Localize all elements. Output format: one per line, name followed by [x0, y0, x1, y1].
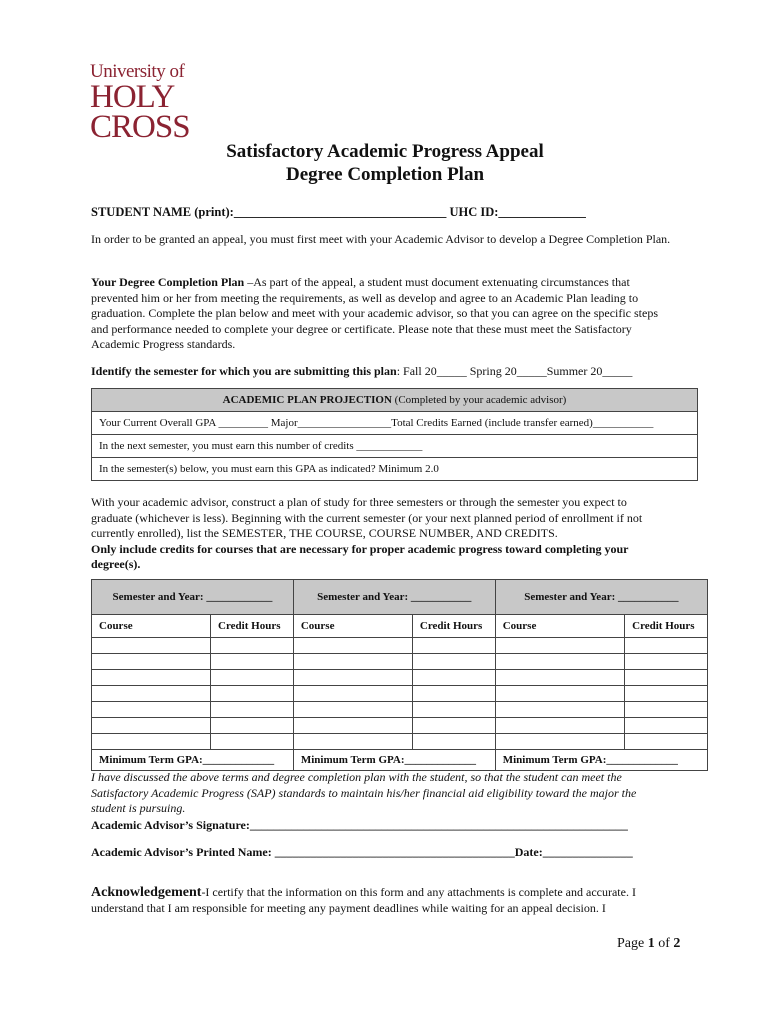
blank-cell[interactable]	[92, 670, 211, 686]
semester-options: : Fall 20_____ Spring 20_____Summer 20_____	[396, 364, 633, 378]
table-row	[92, 686, 708, 702]
blank-cell[interactable]	[293, 654, 412, 670]
plan-heading: Your Degree Completion Plan	[91, 275, 245, 289]
blank-cell[interactable]	[625, 718, 708, 734]
blank-cell[interactable]	[412, 734, 495, 750]
advisor-signature-line[interactable]: Academic Advisor’s Signature:_______________________________________________________________	[91, 818, 628, 832]
page-mid: of	[654, 936, 674, 951]
acknowledgement-text: -I certify that the information on this form and any attachments is complete and accurate. I understand that I am responsible for meeting any payment deadlines while waiting for an appeal decision. I	[91, 885, 636, 915]
table-row	[92, 638, 708, 654]
table-row	[92, 734, 708, 750]
blank-cell[interactable]	[211, 654, 294, 670]
instructions: With your academic advisor, construct a plan of study for three semesters or through the semester you expect to graduate (whichever is less). Beginning with the current semester (or your next planned period of enrollment if not currently enrolled), list the SEMESTER, THE COURSE, COURSE NUMBER, AND CREDITS.	[91, 495, 643, 540]
semester-header[interactable]: Semester and Year: ___________	[495, 580, 707, 615]
blank-cell[interactable]	[625, 702, 708, 718]
blank-cell[interactable]	[293, 702, 412, 718]
projection-header	[92, 389, 698, 412]
projection-header-bold: ACADEMIC PLAN PROJECTION	[222, 394, 392, 406]
logo-line-2: HOLY	[90, 79, 175, 115]
blank-cell[interactable]	[495, 654, 624, 670]
instructions-bold: Only include credits for courses that are necessary for proper academic progress toward completing your degree(s).	[91, 541, 629, 571]
blank-cell[interactable]	[293, 686, 412, 702]
student-name-line: STUDENT NAME (print):__________________________________ UHC ID:______________	[91, 205, 586, 219]
projection-row[interactable]: In the semester(s) below, you must earn this GPA as indicated? Minimum 2.0	[92, 458, 698, 481]
logo-line-1: University of	[90, 61, 185, 82]
discussion-text: I have discussed the above terms and degree completion plan with the student, so that the student can meet the Satisfactory Academic Progress (SAP) standards to maintain his/her financial aid eligibility toward the major the student is pursuing.	[91, 770, 637, 815]
blank-cell[interactable]	[293, 734, 412, 750]
blank-cell[interactable]	[211, 686, 294, 702]
semester-header[interactable]: Semester and Year: ___________	[293, 580, 495, 615]
blank-cell[interactable]	[211, 718, 294, 734]
blank-cell[interactable]	[211, 638, 294, 654]
title-line-2: Degree Completion Plan	[285, 164, 485, 185]
plan-text: –As part of the appeal, a student must document extenuating circumstances that prevented him or her from meeting the requirements, as well as develop and agree to an Academic Plan leading to graduation. Complete the plan below and meet with your academic advisor, so that you can agree on the specific steps and performance needed to complete your degree or certificate. Please note that these must meet the Satisfactory Academic Progress standards.	[91, 275, 659, 351]
page-prefix: Page	[617, 936, 648, 951]
blank-cell[interactable]	[625, 686, 708, 702]
plan-paragraph	[91, 275, 671, 353]
semester-line	[91, 364, 671, 380]
blank-cell[interactable]	[92, 654, 211, 670]
blank-cell[interactable]	[412, 654, 495, 670]
blank-cell[interactable]	[495, 638, 624, 654]
blank-cell[interactable]	[495, 702, 624, 718]
intro-text: In order to be granted an appeal, you must first meet with your Academic Advisor to develop a Degree Completion Plan.	[91, 232, 671, 246]
projection-row[interactable]: Your Current Overall GPA _________ Major_________________Total Credits Earned (include transfer earned)___________	[92, 412, 698, 435]
blank-cell[interactable]	[92, 718, 211, 734]
page-total: 2	[673, 936, 681, 951]
logo-line-3: CROSS	[90, 109, 190, 145]
table-row	[92, 670, 708, 686]
blank-cell[interactable]	[412, 670, 495, 686]
blank-cell[interactable]	[495, 718, 624, 734]
acknowledgement-heading: Acknowledgement	[91, 885, 202, 900]
min-gpa-cell[interactable]: Minimum Term GPA:_____________	[92, 750, 294, 771]
blank-cell[interactable]	[412, 702, 495, 718]
semester-header[interactable]: Semester and Year: ____________	[92, 580, 294, 615]
document-title	[0, 140, 770, 186]
credit-col-header: Credit Hours	[412, 615, 495, 638]
blank-cell[interactable]	[293, 638, 412, 654]
advisor-name-line[interactable]: Academic Advisor’s Printed Name: ________________________________________Date:_______________	[91, 845, 633, 859]
blank-cell[interactable]	[495, 670, 624, 686]
blank-cell[interactable]	[211, 702, 294, 718]
blank-cell[interactable]	[625, 654, 708, 670]
blank-cell[interactable]	[92, 686, 211, 702]
projection-table	[91, 388, 698, 481]
min-gpa-cell[interactable]: Minimum Term GPA:_____________	[293, 750, 495, 771]
university-logo	[90, 61, 190, 145]
table-row	[92, 718, 708, 734]
blank-cell[interactable]	[625, 670, 708, 686]
projection-row[interactable]: In the next semester, you must earn this number of credits ____________	[92, 435, 698, 458]
title-line-1: Satisfactory Academic Progress Appeal	[226, 141, 544, 162]
course-col-header: Course	[495, 615, 624, 638]
blank-cell[interactable]	[92, 702, 211, 718]
blank-cell[interactable]	[495, 686, 624, 702]
table-row	[92, 654, 708, 670]
course-col-header: Course	[92, 615, 211, 638]
instructions-text	[91, 495, 671, 573]
blank-cell[interactable]	[625, 638, 708, 654]
acknowledgement-paragraph	[91, 885, 671, 916]
blank-cell[interactable]	[495, 734, 624, 750]
blank-cell[interactable]	[92, 638, 211, 654]
credit-col-header: Credit Hours	[211, 615, 294, 638]
table-row	[92, 702, 708, 718]
page-current: 1	[647, 936, 655, 951]
page-number	[617, 936, 680, 952]
projection-header-rest: (Completed by your academic advisor)	[391, 394, 567, 406]
blank-cell[interactable]	[412, 638, 495, 654]
blank-cell[interactable]	[92, 734, 211, 750]
blank-cell[interactable]	[293, 670, 412, 686]
credit-col-header: Credit Hours	[625, 615, 708, 638]
blank-cell[interactable]	[625, 734, 708, 750]
blank-cell[interactable]	[211, 734, 294, 750]
blank-cell[interactable]	[412, 718, 495, 734]
blank-cell[interactable]	[412, 686, 495, 702]
min-gpa-cell[interactable]: Minimum Term GPA:_____________	[495, 750, 707, 771]
course-col-header: Course	[293, 615, 412, 638]
semester-plan-table	[91, 579, 708, 771]
semester-label: Identify the semester for which you are submitting this plan	[91, 364, 397, 378]
blank-cell[interactable]	[211, 670, 294, 686]
blank-cell[interactable]	[293, 718, 412, 734]
